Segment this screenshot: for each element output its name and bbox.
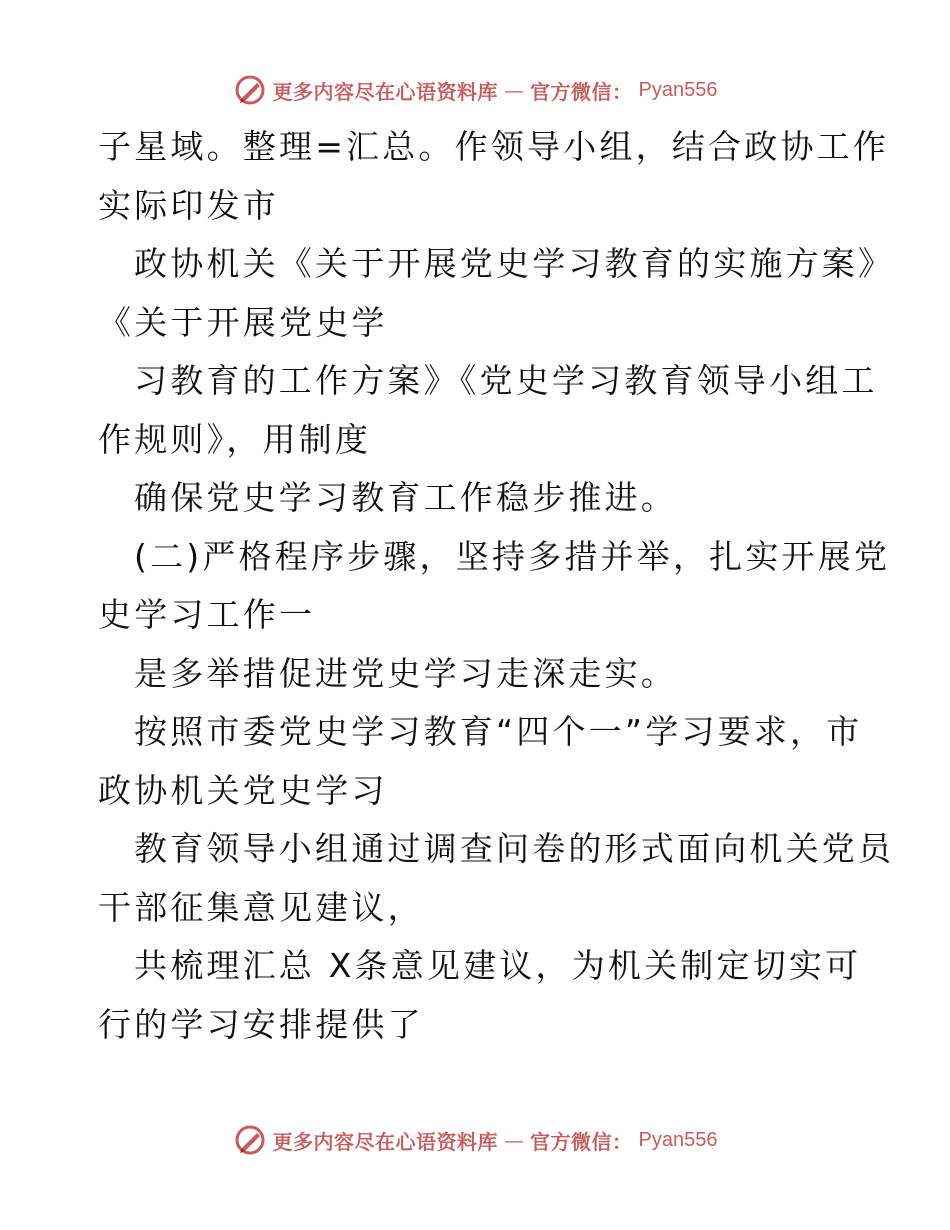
watermark-account: Pyan556 xyxy=(638,1128,718,1151)
text-line: 按照市委党史学习教育“四个一”学习要求，市 xyxy=(134,712,863,751)
text-line: 共梳理汇总 X条意见建议，为机关制定切实可 xyxy=(134,946,862,985)
text-line: 作规则》，用制度 xyxy=(98,419,372,459)
body-text xyxy=(98,118,895,1054)
text-line: 政协机关《关于开展党史学习教育的实施方案》 xyxy=(134,244,895,283)
watermark-separator: — xyxy=(504,78,525,102)
watermark-text: 更多内容尽在心语资料库 xyxy=(272,1129,499,1154)
text-line: 教育领导小组通过调查问卷的形式面向机关党员 xyxy=(134,829,895,868)
footer-watermark xyxy=(0,1120,950,1160)
text-line: 行的学习安排提供了 xyxy=(98,1004,424,1044)
text-line: 《关于开展党史学 xyxy=(98,302,388,342)
watermark-label: 官方微信： xyxy=(530,79,633,104)
header-watermark xyxy=(0,70,950,110)
pen-logo-icon xyxy=(233,73,267,107)
text-line: 习教育的工作方案》《党史学习教育领导小组工 xyxy=(134,361,878,400)
text-line: 确保党史学习教育工作稳步推进。 xyxy=(134,478,677,517)
watermark-account: Pyan556 xyxy=(638,78,718,101)
watermark-label: 官方微信： xyxy=(530,1129,633,1154)
text-line: 是多举措促进党史学习走深走实。 xyxy=(134,653,677,693)
text-line: 子星域。整理=汇总。作领导小组，结合政协工作 xyxy=(98,127,890,166)
watermark-text: 更多内容尽在心语资料库 xyxy=(272,79,499,104)
text-line: 实际印发市 xyxy=(98,185,279,225)
text-line: 政协机关党史学习 xyxy=(98,770,388,810)
text-line: (二)严格程序步骤，坚持多措并举，扎实开展党 xyxy=(134,536,891,576)
text-line: 史学习工作一 xyxy=(98,595,316,634)
pen-logo-icon xyxy=(233,1123,267,1157)
watermark-separator: — xyxy=(504,1128,525,1152)
text-line: 干部征集意见建议， xyxy=(98,887,424,927)
